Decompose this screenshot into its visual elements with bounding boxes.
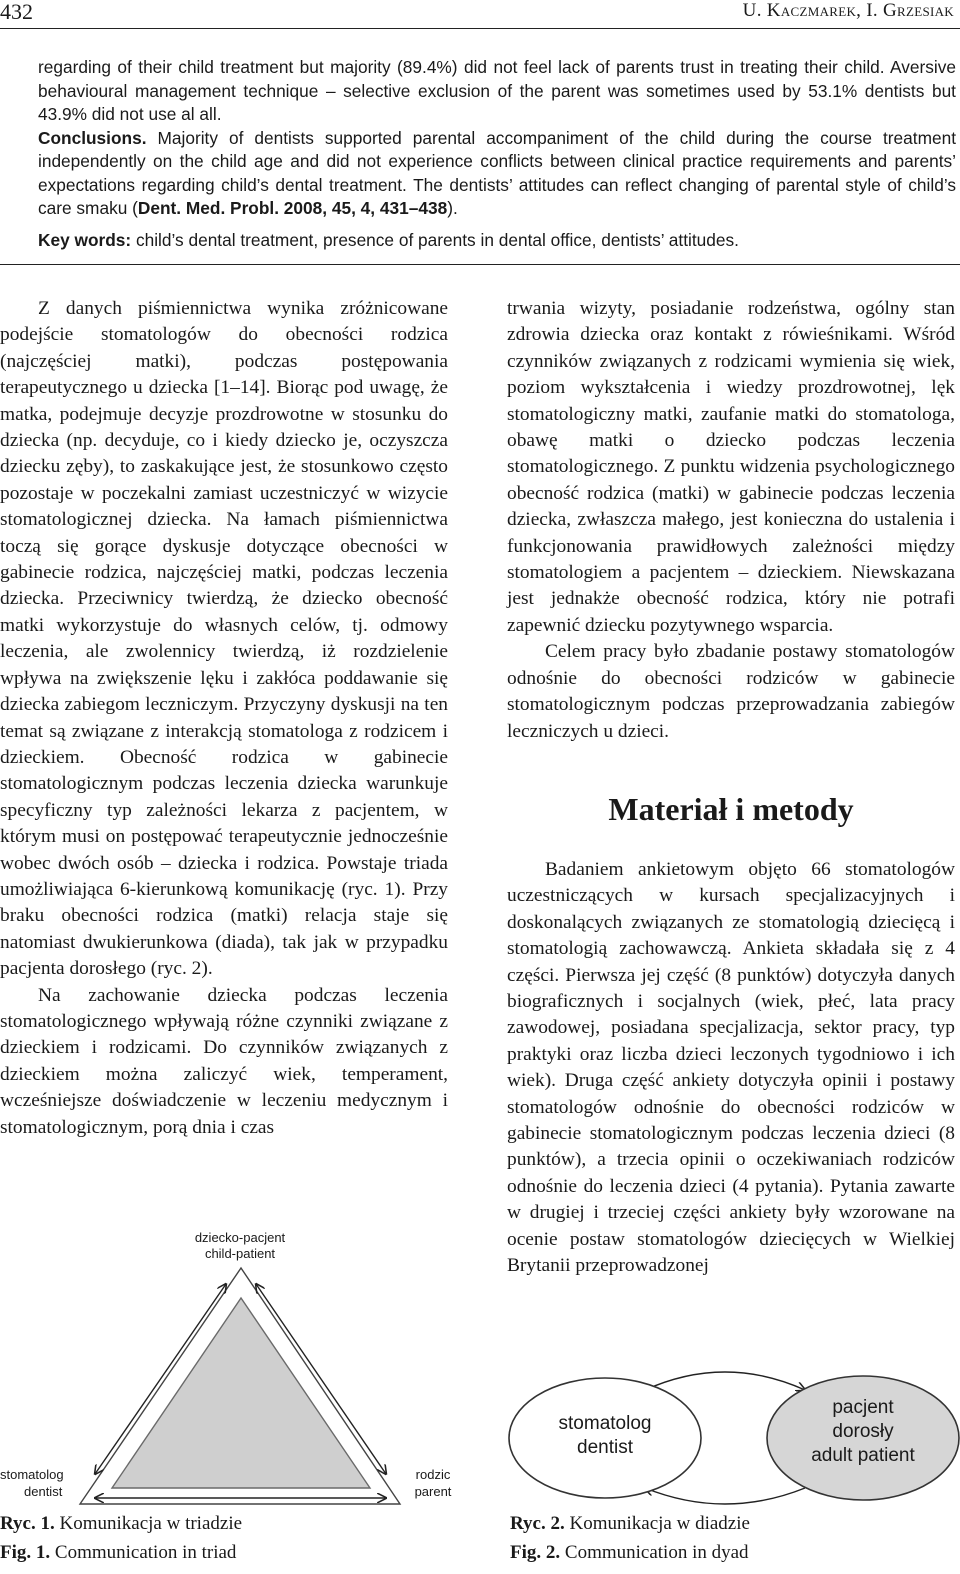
right-paragraph-1: trwania wizyty, posiadanie rodzeństwa, ogólny stan zdrowia dziecka oraz kontakt z rówieśnikami. Wśród czynników związanych z rodzicami wymienia się wiek, poziom wykształcenia i wiedzy prozdrowotnej, lęk stomatologiczny matki, zaufanie matki do stomatologa, obawę matki o dziecko podczas leczenia stomatologicznego. Z punktu widzenia psychologicznego obecność rodzica (matki) w gabinecie podczas leczenia dziecka, zwłaszcza małego, jest konieczna do ustalenia i funkcjonowania prawidłowych zależności między stomatologiem a pacjentem – dzieckiem. Niewskazana jest jednakże obecność rodzica, który nie potrafi zapewnić dziecku pozytywnego wsparcia. bbox=[507, 298, 955, 636]
right-paragraph-3: Badaniem ankietowym objęto 66 stomatologów uczestniczących w kursach specjalizacyjnych i doskonalących związanych ze stomatologią dziecięcą i stomatologią zachowawczą. Ankieta składała się z 4 części. Pierwsza jej część (8 punktów) dotyczyła danych biograficznych i socjalnych (wiek, płeć, lata pracy zawodowej, posiadana specjalizacja, sektor pracy, typ praktyki oraz liczba dzieci leczonych tygodniowo i ich wiek). Druga część ankiety dotyczyła opinii i postawy stomatologów odnośnie do obecności rodziców w gabinecie stomatologicznym podczas leczenia dzieci (8 punktów), a trzecia opinii o oczekiwaniach rodziców odnośnie do leczenia dzieci (4 pytania). Pytania zawarte w drugiej i trzeciej części ankiety były wzorowane na ocenie postaw stomatologów dziecięcych w Wielkiej Brytanii przeprowadzonej bbox=[507, 858, 955, 1276]
running-head: U. Kaczmarek, I. Grzesiak bbox=[742, 0, 954, 21]
figure2-caption-pl-text: Komunikacja w diadzie bbox=[564, 1513, 750, 1534]
page-number: 432 bbox=[0, 0, 33, 24]
abstract bbox=[38, 56, 956, 252]
figure2-caption-pl bbox=[510, 1512, 750, 1536]
figure2-caption-en-label: Fig. 2. bbox=[510, 1542, 561, 1563]
figure-triad bbox=[0, 1212, 460, 1512]
figure-dyad bbox=[505, 1360, 960, 1510]
figure2-caption-en-text: Communication in dyad bbox=[560, 1542, 749, 1563]
left-paragraph-2: Na zachowanie dziecka podczas leczenia stomatologicznego wpływają różne czynniki związane z dzieckiem i rodzicami. Do czynników związanych z dzieckiem można zaliczyć wiek, temperament, wcześniejsze doświadczenie w leczeniu medycznym i stomatologicznym, porą dnia i czas bbox=[0, 984, 448, 1138]
dyad-patient-pl-2: dorosły bbox=[832, 1421, 894, 1442]
figure1-caption-pl-text: Komunikacja w triadzie bbox=[54, 1513, 243, 1534]
left-paragraph-1: Z danych piśmiennictwa wynika zróżnicowane podejście stomatologów do obecności rodzica (najczęściej matki), podczas postępowania terapeutycznego u dziecka [1–14]. Biorąc pod uwagę, że matka, podejmuje decyzje prozdrowotne w stosunku do dziecka (np. decyduje, co i kiedy dziecko je, oczyszcza dziecku zęby), to zaskakujące jest, że stosunkowo często pozostaje w poczekalni zamiast uczestniczyć w wizycie stomatologicznej dziecka. Na łamach piśmiennictwa toczą się gorące dyskusje dotyczące obecności w gabinecie rodzica, najczęściej matki, podczas leczenia dziecka. Przeciwnicy twierdzą, że dziecko obecność matki wykorzystuje do własnych celów, tj. odmowy leczenia, ale zwolennicy twierdzą, iż rozdzielenie wpływa na zwiększenie lęku i zakłóca poddawanie się dziecka zabiegom leczniczym. Przyczyny dyskusji na ten temat są związane z interakcją stomatologa z rodzicem i dzieckiem. Obecność rodzica w gabinecie stomatologicznym podczas leczenia dziecka warunkuje specyficzny typ zależności lekarza z pacjentem, w którym musi on postępować terapeutycznie jednocześnie wobec dwóch osób – dziecka i rodzica. Powstaje triada umożliwiająca 6-kierunkową komunikację (ryc. 1). Przy braku obecności rodzica (matki) relacja staje się natomiast dwukierunkowa (diada), tak jak w przypadku pacjenta dorosłego (ryc. 2). bbox=[0, 298, 448, 980]
arrow-top-arc bbox=[645, 1372, 805, 1390]
parent-label-pl: rodzic bbox=[415, 1467, 451, 1482]
abstract-divider bbox=[0, 264, 960, 265]
left-column bbox=[0, 296, 448, 1141]
citation: Dent. Med. Probl. 2008, 45, 4, 431–438 bbox=[137, 198, 448, 218]
triad-label-parent bbox=[410, 1466, 456, 1500]
dyad-label-patient bbox=[787, 1396, 939, 1468]
section-title: Materiał i metody bbox=[608, 790, 854, 827]
keywords-paragraph bbox=[38, 229, 956, 253]
citation-end: ). bbox=[447, 198, 458, 218]
keywords-text: child’s dental treatment, presence of parents in dental office, dentists’ attitudes. bbox=[131, 229, 739, 250]
triad-label-child bbox=[180, 1230, 300, 1262]
abstract-body: regarding of their child treatment but majority (89.4%) did not feel lack of parents trust in treating their child. Aversive behavioural management technique – selective exclusion of the parent was sometimes used by 53.1% dentists but 43.9% did not use al all. bbox=[38, 57, 956, 124]
conclusions-text: Majority of dentists supported parental accompaniment of the child during the course treatment independently on the child age and did not experience conflicts between clinical practice requirements and parents’ expectations regarding child’s dental treatment. The dentists’ attitudes can reflect changing of parental style of child’s care smaku ( bbox=[38, 127, 956, 218]
dentist-label-pl: stomatolog bbox=[0, 1467, 64, 1482]
dyad-patient-pl-1: pacjent bbox=[832, 1397, 894, 1418]
parent-label-en: parent bbox=[414, 1484, 452, 1499]
child-label-en: child-patient bbox=[204, 1246, 276, 1261]
arrow-bottom-arc bbox=[645, 1488, 805, 1504]
dyad-label-dentist bbox=[525, 1412, 685, 1460]
conclusions-paragraph bbox=[38, 127, 956, 221]
right-paragraph-2: Celem pracy było zbadanie postawy stomatologów odnośnie do obecności rodziców w gabinecie stomatologicznym podczas przeprowadzania zabiegów leczniczych u dzieci. bbox=[507, 641, 955, 742]
figure1-caption-en bbox=[0, 1541, 236, 1565]
figure1-caption-en-label: Fig. 1. bbox=[0, 1542, 51, 1563]
dyad-dentist-pl: stomatolog bbox=[558, 1413, 652, 1434]
child-label-pl: dziecko-pacjent bbox=[194, 1230, 286, 1245]
figure2-caption-pl-label: Ryc. 2. bbox=[510, 1513, 565, 1534]
page-header bbox=[0, 0, 960, 29]
dentist-label-en: dentist bbox=[24, 1484, 63, 1499]
abstract-paragraph bbox=[38, 56, 956, 127]
figure1-caption-pl bbox=[0, 1512, 242, 1536]
conclusions-label: Conclusions. bbox=[38, 127, 147, 148]
figure1-caption-en-text: Communication in triad bbox=[50, 1542, 237, 1563]
figure2-caption-en bbox=[510, 1541, 749, 1565]
right-column bbox=[507, 296, 955, 1279]
figure1-caption-pl-label: Ryc. 1. bbox=[0, 1513, 55, 1534]
triad-label-dentist bbox=[0, 1466, 62, 1500]
keywords-label: Key words: bbox=[38, 229, 132, 250]
dyad-patient-en: adult patient bbox=[811, 1445, 915, 1466]
dyad-dentist-en: dentist bbox=[577, 1437, 633, 1458]
